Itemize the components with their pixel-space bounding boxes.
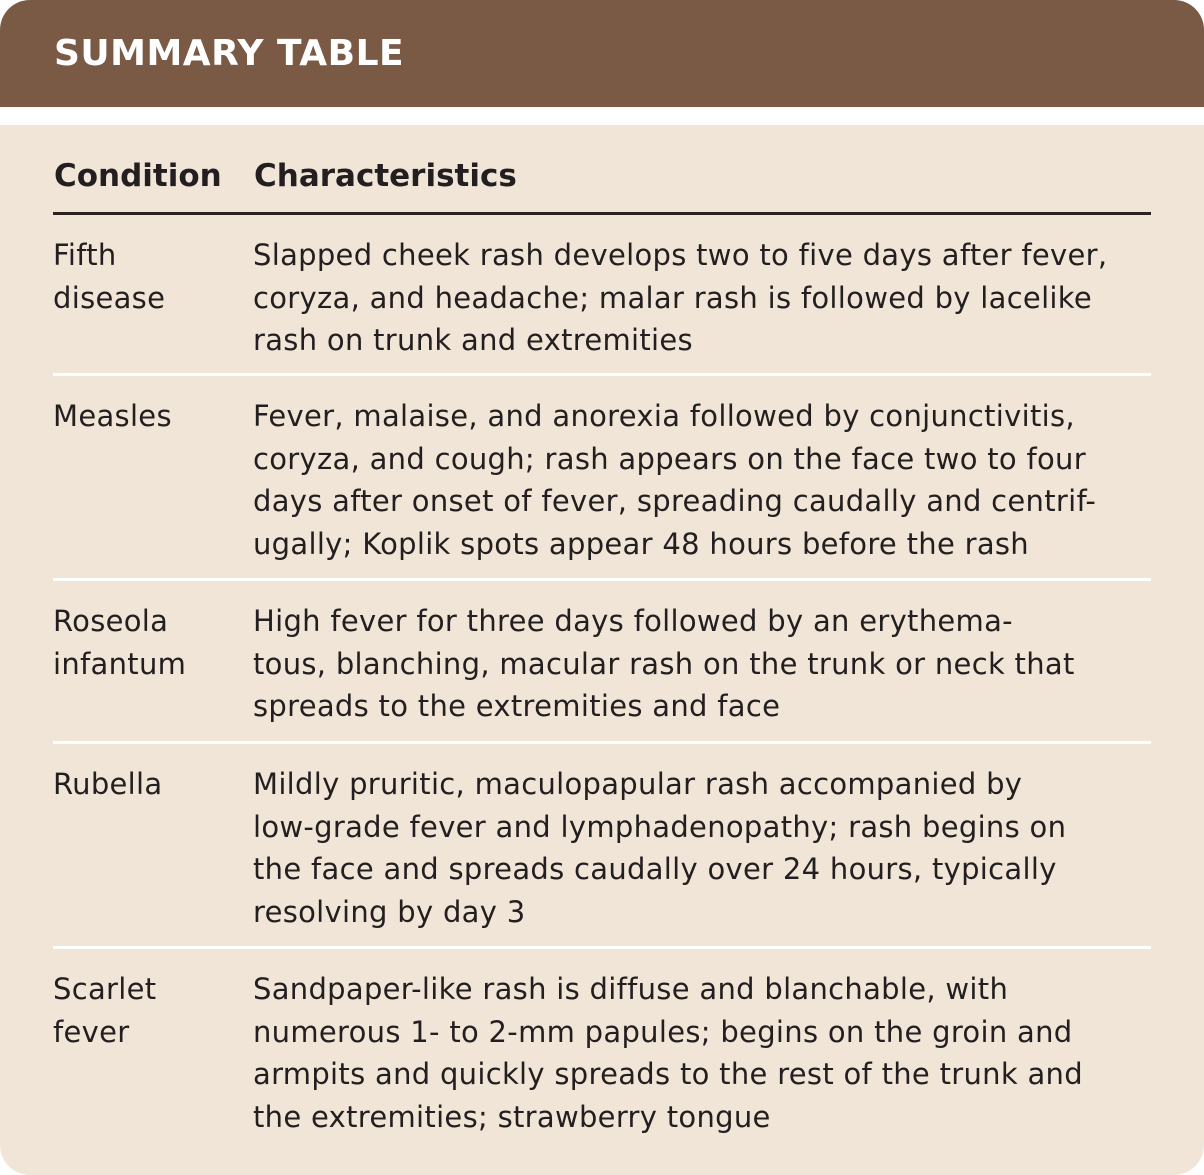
characteristics-cell — [253, 600, 1158, 728]
condition-cell — [53, 968, 233, 1053]
characteristics-cell — [253, 234, 1158, 362]
characteristics-text: the extremities; strawberry tongue — [253, 1099, 771, 1134]
table-row — [53, 581, 1151, 744]
condition-text: Roseola — [53, 604, 169, 638]
condition-text: Scarlet — [53, 972, 157, 1006]
table-row — [53, 949, 1151, 1149]
characteristics-cell — [253, 395, 1158, 565]
table-row — [53, 376, 1151, 581]
characteristics-text: armpits and quickly spreads to the rest of the trunk and — [253, 1057, 1083, 1091]
characteristics-text: Fever, malaise, and anorexia followed by conjunctivitis, — [253, 399, 1075, 433]
characteristics-text: spreads to the extremities and face — [253, 689, 781, 723]
table-header-row — [53, 150, 1151, 215]
characteristics-text: coryza, and cough; rash appears on the face two to four — [253, 441, 1086, 476]
characteristics-cell — [253, 968, 1158, 1138]
condition-text: Fifth — [53, 238, 117, 272]
characteristics-text: resolving by day 3 — [253, 894, 526, 929]
characteristics-text: coryza, and headache; malar rash is followed by lacelike — [253, 280, 1092, 315]
characteristics-text: the face and spreads caudally over 24 hours, typically — [253, 852, 1057, 886]
summary-table-title: SUMMARY TABLE — [54, 33, 405, 74]
characteristics-text: Slapped cheek rash develops two to five days after fever, — [253, 238, 1108, 272]
condition-cell — [53, 234, 233, 319]
characteristics-text: High fever for three days followed by an erythema- — [253, 604, 1013, 638]
table-row — [53, 744, 1151, 949]
condition-text: disease — [53, 280, 166, 315]
summary-table-header — [0, 0, 1204, 107]
condition-text: Measles — [53, 399, 172, 433]
condition-text: infantum — [53, 646, 187, 681]
characteristics-text: numerous 1- to 2-mm papules; begins on the groin and — [253, 1014, 1073, 1049]
header-divider-strip — [0, 107, 1204, 125]
condition-text: Rubella — [53, 767, 163, 801]
characteristics-text: Sandpaper-like rash is diffuse and blanchable, with — [253, 972, 1009, 1006]
condition-cell — [53, 600, 233, 685]
characteristics-text: low-grade fever and lymphadenopathy; rash begins on — [253, 809, 1067, 844]
characteristics-text: days after onset of fever, spreading caudally and centrif- — [253, 484, 1097, 518]
characteristics-text: ugally; Koplik spots appear 48 hours before the rash — [253, 526, 1029, 561]
characteristics-cell — [253, 763, 1158, 933]
condition-text: fever — [53, 1014, 130, 1049]
characteristics-text: Mildly pruritic, maculopapular rash accompanied by — [253, 767, 1023, 801]
characteristics-text: tous, blanching, macular rash on the trunk or neck that — [253, 646, 1075, 681]
condition-cell — [53, 763, 233, 806]
condition-cell — [53, 395, 233, 438]
column-header-condition: Condition — [54, 158, 222, 194]
characteristics-text: rash on trunk and extremities — [253, 323, 693, 357]
table-row — [53, 215, 1151, 376]
summary-table — [53, 150, 1151, 1149]
column-header-characteristics: Characteristics — [254, 158, 517, 194]
